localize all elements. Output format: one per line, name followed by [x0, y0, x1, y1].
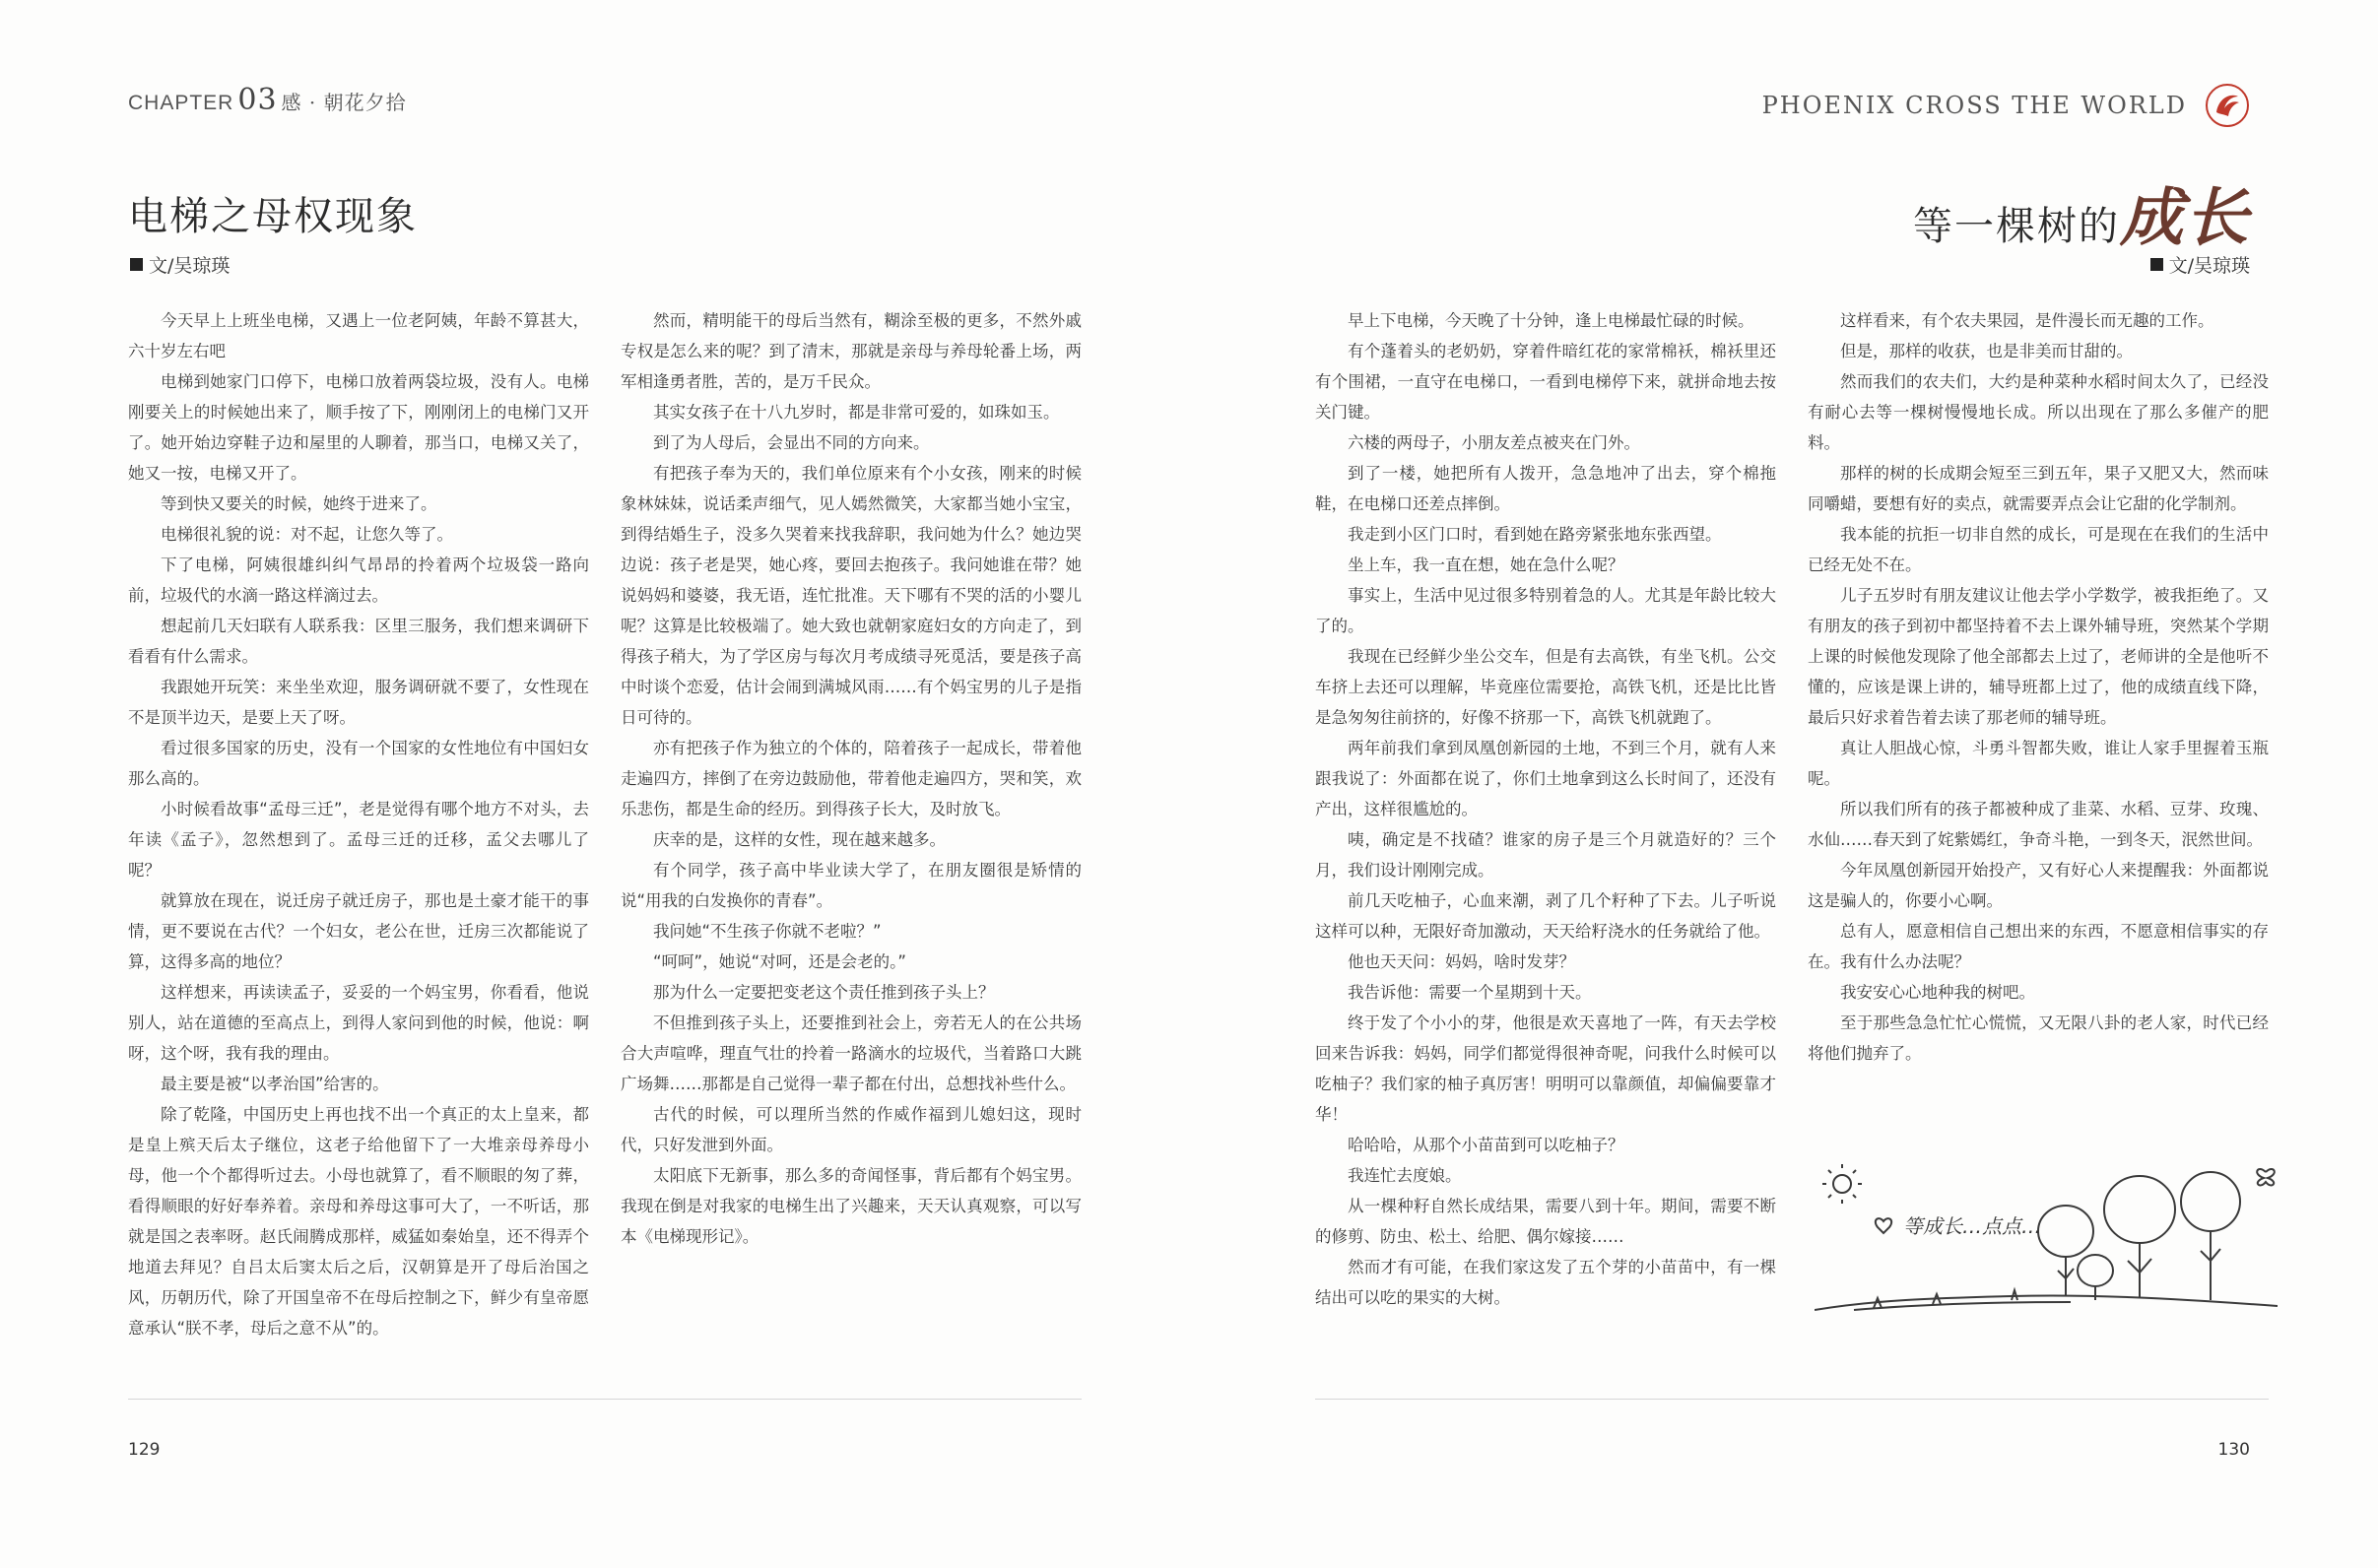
paragraph: 看过很多国家的历史，没有一个国家的女性地位有中国妇女那么高的。: [128, 739, 589, 788]
paragraph: 太阳底下无新事，那么多的奇闻怪事，背后都有个妈宝男。我现在倒是对我家的电梯生出了兴趣来，天天认真观察，可以写本《电梯现形记》。: [621, 1166, 1082, 1246]
article-title-right: [1913, 167, 2250, 258]
chapter-header: [128, 83, 407, 117]
paragraph: 他也天天问：妈妈，啥时发芽？: [1348, 952, 1575, 971]
paragraph: 下了电梯，阿姨很雄纠纠气昂昂的拎着两个垃圾袋一路向前，垃圾代的水滴一路这样滴过去。: [128, 555, 589, 605]
paragraph: 有把孩子奉为天的，我们单位原来有个小女孩，刚来的时候象林妹妹，说话柔声细气，见人嫣然微笑，大家都当她小宝宝，到得结婚生子，没多久哭着来找我辞职，我问她为什么？她边哭边说：孩子老是哭，她心疼，要回去抱孩子。我问她谁在带？她说妈妈和婆婆，我无语，连忙批准。天下哪有不哭的活的小婴儿呢？这算是比较极端了。她大致也就朝家庭妇女的方向走了，到得孩子稍大，为了学区房与每次月考成绩寻死觅活，要是孩子高中时谈个恋爱，估计会闹到满城风雨……有个妈宝男的儿子是指日可待的。: [621, 464, 1082, 727]
footer-rule-right: [1315, 1399, 2269, 1400]
paragraph: 两年前我们拿到凤凰创新园的土地，不到三个月，就有人来跟我说了：外面都在说了，你们土地拿到这么长时间了，还没有产出，这样很尴尬的。: [1315, 739, 1776, 818]
footer-rule-left: [128, 1399, 1082, 1400]
chapter-number: 03: [237, 83, 278, 117]
paragraph: 咦，确定是不找碴？谁家的房子是三个月就造好的？三个月，我们设计刚刚完成。: [1315, 830, 1776, 880]
paragraph: 然而我们的农夫们，大约是种菜种水稻时间太久了，已经没有耐心去等一棵树慢慢地长成。所以出现在了那么多催产的肥料。: [1808, 372, 2269, 452]
left-column-1: [128, 305, 589, 1343]
paragraph: 然而，精明能干的母后当然有，糊涂至极的更多，不然外戚专权是怎么来的呢？到了清末，那就是亲母与养母轮番上场，两军相逢勇者胜，苦的，是万千民众。: [621, 311, 1082, 391]
paragraph: 我连忙去度娘。: [1348, 1166, 1462, 1185]
byline-right: [2150, 251, 2250, 278]
paragraph: 古代的时候，可以理所当然的作威作福到儿媳妇这，现时代，只好发泄到外面。: [621, 1105, 1082, 1154]
paragraph: 至于那些急急忙忙心慌慌，又无限八卦的老人家，时代已经将他们抛弃了。: [1808, 1013, 2269, 1063]
brand-header: [1762, 83, 2250, 128]
byline-left: [130, 251, 230, 278]
paragraph: 电梯到她家门口停下，电梯口放着两袋垃圾，没有人。电梯刚要关上的时候她出来了，顺手按了下，刚刚闭上的电梯门又开了。她开始边穿鞋子边和屋里的人聊着，那当口，电梯又关了，她又一按，电梯又开了。: [128, 372, 589, 483]
phoenix-logo-icon: [2205, 83, 2250, 128]
paragraph: 到了一楼，她把所有人拨开，急急地冲了出去，穿个棉拖鞋，在电梯口还差点摔倒。: [1315, 464, 1776, 513]
paragraph: 从一棵种籽自然长成结果，需要八到十年。期间，需要不断的修剪、防虫、松土、给肥、偶尔嫁接……: [1315, 1197, 1776, 1246]
paragraph: 我问她“不生孩子你就不老啦？”: [653, 922, 882, 941]
paragraph: 早上下电梯，今天晚了十分钟，逢上电梯最忙碌的时候。: [1348, 311, 1754, 330]
paragraph: 小时候看故事“孟母三迁”，老是觉得有哪个地方不对头，去年读《孟子》，忽然想到了。孟母三迁的迁移，孟父去哪儿了呢？: [128, 800, 589, 880]
paragraph: 坐上车，我一直在想，她在急什么呢？: [1348, 555, 1624, 574]
byline-author: 文/吴琼瑛: [149, 255, 231, 277]
byline-square-icon: [130, 258, 143, 271]
paragraph: 我跟她开玩笑：来坐坐欢迎，服务调研就不要了，女性现在不是顶半边天，是要上天了呀。: [128, 678, 589, 727]
tree-doodle-illustration: [1815, 1162, 2287, 1330]
right-column-2: [1808, 305, 2269, 1069]
right-column-1: [1315, 305, 1776, 1313]
paragraph: 这样看来，有个农夫果园，是件漫长而无趣的工作。: [1840, 311, 2214, 330]
paragraph: 最主要是被“以孝治国”给害的。: [161, 1075, 389, 1093]
paragraph: 这样想来，再读读孟子，妥妥的一个妈宝男，你看看，他说别人，站在道德的至高点上，到得人家问到他的时候，他说：啊呀，这个呀，我有我的理由。: [128, 983, 589, 1063]
title-main: 等一棵树的: [1913, 204, 2120, 249]
paragraph: 今天早上上班坐电梯，又遇上一位老阿姨，年龄不算甚大，六十岁左右吧: [128, 311, 589, 360]
paragraph: 总有人，愿意相信自己想出来的东西，不愿意相信事实的存在。我有什么办法呢？: [1808, 922, 2269, 971]
paragraph: 儿子五岁时有朋友建议让他去学小学数学，被我拒绝了。又有朋友的孩子到初中都坚持着不去上课外辅导班，突然某个学期上课的时候他发现除了他全部都去上过了，老师讲的全是他听不懂的，应该是课上讲的，辅导班都上过了，他的成绩直线下降，最后只好求着告着去读了那老师的辅导班。: [1808, 586, 2269, 727]
paragraph: 我安安心心地种我的树吧。: [1840, 983, 2035, 1002]
paragraph: 想起前几天妇联有人联系我：区里三服务，我们想来调研下看看有什么需求。: [128, 617, 589, 666]
paragraph: 我现在已经鲜少坐公交车，但是有去高铁，有坐飞机。公交车挤上去还可以理解，毕竟座位需要抢，高铁飞机，还是比比皆是急匆匆往前挤的，好像不挤那一下，高铁飞机就跑了。: [1315, 647, 1776, 727]
paragraph: 终于发了个小小的芽，他很是欢天喜地了一阵，有天去学校回来告诉我：妈妈，同学们都觉得很神奇呢，问我什么时候可以吃柚子？我们家的柚子真厉害！明明可以靠颜值，却偏偏要靠才华！: [1315, 1013, 1776, 1124]
paragraph: 我告诉他：需要一个星期到十天。: [1348, 983, 1592, 1002]
right-page: [1189, 0, 2378, 1568]
paragraph: 除了乾隆，中国历史上再也找不出一个真正的太上皇来，都是皇上殡天后太子继位，这老子给他留下了一大堆亲母养母小母，他一个个都得听过去。小母也就算了，看不顺眼的匆了葬，看得顺眼的好好奉养着。亲母和养母这事可大了，一不听话，那就是国之表率呀。赵氏闹腾成那样，威猛如秦始皇，还不得弄个地道去拜见？自吕太后窦太后之后，汉朝算是开了母后治国之风，历朝历代，除了开国皇帝不在母后控制之下，鲜少有皇帝愿意承认“朕不孝，母后之意不从”的。: [128, 1105, 589, 1338]
paragraph: “呵呵”，她说“对呵，还是会老的。”: [653, 952, 906, 971]
left-column-2: [621, 305, 1082, 1252]
byline-square-icon: [2150, 258, 2163, 271]
paragraph: 我本能的抗拒一切非自然的成长，可是现在在我们的生活中已经无处不在。: [1808, 525, 2269, 574]
paragraph: 亦有把孩子作为独立的个体的，陪着孩子一起成长，带着他走遍四方，摔倒了在旁边鼓励他，带着他走遍四方，哭和笑，欢乐悲伤，都是生命的经历。到得孩子长大，及时放飞。: [621, 739, 1082, 818]
brand-name: PHOENIX CROSS THE WORLD: [1761, 92, 2187, 119]
chapter-title: 感 · 朝花夕拾: [281, 91, 407, 114]
title-accent: 成长: [2120, 181, 2250, 255]
paragraph: 那样的树的长成期会短至三到五年，果子又肥又大，然而味同嚼蜡，要想有好的卖点，就需要弄点会让它甜的化学制剂。: [1808, 464, 2269, 513]
paragraph: 不但推到孩子头上，还要推到社会上，旁若无人的在公共场合大声喧哗，理直气壮的拎着一路滴水的垃圾代，当着路口大跳广场舞……那都是自己觉得一辈子都在付出，总想找补些什么。: [621, 1013, 1082, 1093]
paragraph: 但是，那样的收获，也是非美而甘甜的。: [1840, 342, 2133, 360]
paragraph: 有个同学，孩子高中毕业读大学了，在朋友圈很是矫情的说“用我的白发换你的青春”。: [621, 861, 1082, 910]
page-number-left: 129: [128, 1440, 161, 1460]
paragraph: 事实上，生活中见过很多特别着急的人。尤其是年龄比较大了的。: [1315, 586, 1776, 635]
paragraph: 就算放在现在，说迁房子就迁房子，那也是土豪才能干的事情，更不要说在古代？一个妇女，老公在世，迁房三次都能说了算，这得多高的地位？: [128, 891, 589, 971]
paragraph: 其实女孩子在十八九岁时，都是非常可爱的，如珠如玉。: [653, 403, 1060, 422]
article-title-left: 电梯之母权现象: [128, 194, 418, 239]
paragraph: 前几天吃柚子，心血来潮，剥了几个籽种了下去。儿子听说这样可以种，无限好奇加激动，天天给籽浇水的任务就给了他。: [1315, 891, 1776, 941]
doodle-caption: 等成长…点点…: [1903, 1214, 2041, 1238]
page-number-right: 130: [2217, 1440, 2250, 1460]
paragraph: 今年凤凰创新园开始投产，又有好心人来提醒我：外面都说这是骗人的，你要小心啊。: [1808, 861, 2269, 910]
paragraph: 我走到小区门口时，看到她在路旁紧张地东张西望。: [1348, 525, 1722, 544]
paragraph: 庆幸的是，这样的女性，现在越来越多。: [653, 830, 946, 849]
paragraph: 等到快又要关的时候，她终于进来了。: [161, 494, 437, 513]
paragraph: 然而才有可能，在我们家这发了五个芽的小苗苗中，有一棵结出可以吃的果实的大树。: [1315, 1258, 1776, 1307]
paragraph: 有个蓬着头的老奶奶，穿着件暗红花的家常棉袄，棉袄里还有个围裙，一直守在电梯口，一看到电梯停下来，就拼命地去按关门键。: [1315, 342, 1776, 422]
paragraph: 所以我们所有的孩子都被种成了韭菜、水稻、豆芽、玫瑰、水仙……春天到了姹紫嫣红，争奇斗艳，一到冬天，泯然世间。: [1808, 800, 2269, 849]
paragraph: 真让人胆战心惊，斗勇斗智都失败，谁让人家手里握着玉瓶呢。: [1808, 739, 2269, 788]
paragraph: 那为什么一定要把变老这个责任推到孩子头上？: [653, 983, 995, 1002]
paragraph: 六楼的两母子，小朋友差点被夹在门外。: [1348, 433, 1640, 452]
chapter-word: CHAPTER: [128, 92, 234, 114]
paragraph: 电梯很礼貌的说：对不起，让您久等了。: [161, 525, 453, 544]
byline-author: 文/吴琼瑛: [2168, 255, 2250, 277]
paragraph: 到了为人母后，会显出不同的方向来。: [653, 433, 930, 452]
paragraph: 哈哈哈，从那个小苗苗到可以吃柚子？: [1348, 1136, 1624, 1154]
